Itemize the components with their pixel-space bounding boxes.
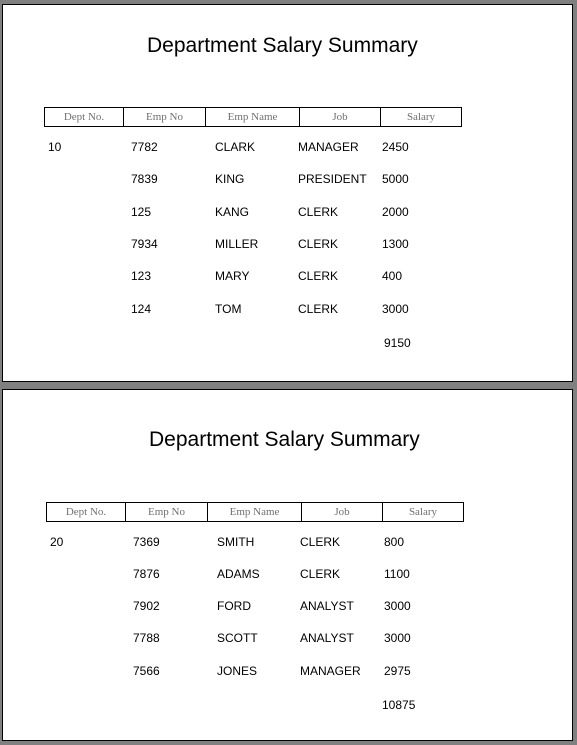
column-header-emp-name: Emp Name: [206, 108, 300, 126]
job-cell: CLERK: [298, 237, 339, 251]
emp-name-cell: FORD: [217, 599, 251, 613]
column-header-emp-no: Emp No: [124, 108, 206, 126]
job-cell: CLERK: [300, 567, 341, 581]
emp-no-cell: 7934: [131, 237, 158, 251]
emp-no-cell: 7902: [133, 599, 160, 613]
column-header-dept-no: Dept No.: [47, 503, 126, 521]
emp-no-cell: 125: [131, 205, 152, 219]
page-title: Department Salary Summary: [147, 34, 418, 57]
column-header-emp-no: Emp No: [126, 503, 208, 521]
emp-name-cell: ADAMS: [217, 567, 260, 581]
emp-no-cell: 7782: [131, 140, 158, 154]
emp-name-cell: KING: [215, 172, 245, 186]
dept-no-value: 20: [50, 535, 64, 549]
report-page-2: [2, 389, 573, 741]
job-cell: ANALYST: [300, 599, 354, 613]
emp-name-cell: MILLER: [215, 237, 259, 251]
table-header: [46, 502, 464, 522]
job-cell: CLERK: [298, 269, 339, 283]
emp-no-cell: 7566: [133, 664, 160, 678]
salary-cell: 1100: [384, 567, 410, 581]
column-header-emp-name: Emp Name: [208, 503, 302, 521]
salary-cell: 400: [382, 269, 403, 283]
emp-no-cell: 7876: [133, 567, 160, 581]
salary-cell: 3000: [382, 302, 409, 316]
emp-no-cell: 7788: [133, 631, 160, 645]
job-cell: CLERK: [298, 205, 339, 219]
salary-cell: 2975: [384, 664, 411, 678]
job-cell: CLERK: [298, 302, 339, 316]
job-cell: MANAGER: [300, 664, 361, 678]
emp-name-cell: SCOTT: [217, 631, 258, 645]
emp-no-cell: 7369: [133, 535, 160, 549]
page-title: Department Salary Summary: [149, 428, 420, 451]
column-header-salary: Salary: [408, 506, 438, 518]
salary-cell: 800: [384, 535, 405, 549]
emp-name-cell: MARY: [215, 269, 250, 283]
emp-name-cell: TOM: [215, 302, 242, 316]
salary-cell: 2000: [382, 205, 409, 219]
job-cell: PRESIDENT: [298, 172, 367, 186]
job-cell: CLERK: [300, 535, 341, 549]
emp-name-cell: KANG: [215, 205, 250, 219]
column-header-dept-no: Dept No.: [45, 108, 124, 126]
job-cell: ANALYST: [300, 631, 354, 645]
salary-cell: 3000: [384, 599, 411, 613]
column-header-job: Job: [302, 503, 383, 521]
salary-total: 9150: [384, 336, 411, 350]
table-header: [44, 107, 462, 127]
salary-cell: 2450: [382, 140, 409, 154]
emp-name-cell: JONES: [217, 664, 258, 678]
emp-no-cell: 124: [131, 302, 152, 316]
emp-no-cell: 7839: [131, 172, 158, 186]
column-header-salary: Salary: [406, 111, 436, 123]
emp-no-cell: 123: [131, 269, 152, 283]
salary-total: 10875: [382, 698, 416, 712]
emp-name-cell: CLARK: [215, 140, 256, 154]
column-header-job: Job: [300, 108, 381, 126]
salary-cell: 5000: [382, 172, 409, 186]
job-cell: MANAGER: [298, 140, 359, 154]
salary-cell: 1300: [382, 237, 409, 251]
dept-no-value: 10: [48, 140, 62, 154]
salary-cell: 3000: [384, 631, 411, 645]
report-page-1: [2, 4, 573, 382]
emp-name-cell: SMITH: [217, 535, 255, 549]
